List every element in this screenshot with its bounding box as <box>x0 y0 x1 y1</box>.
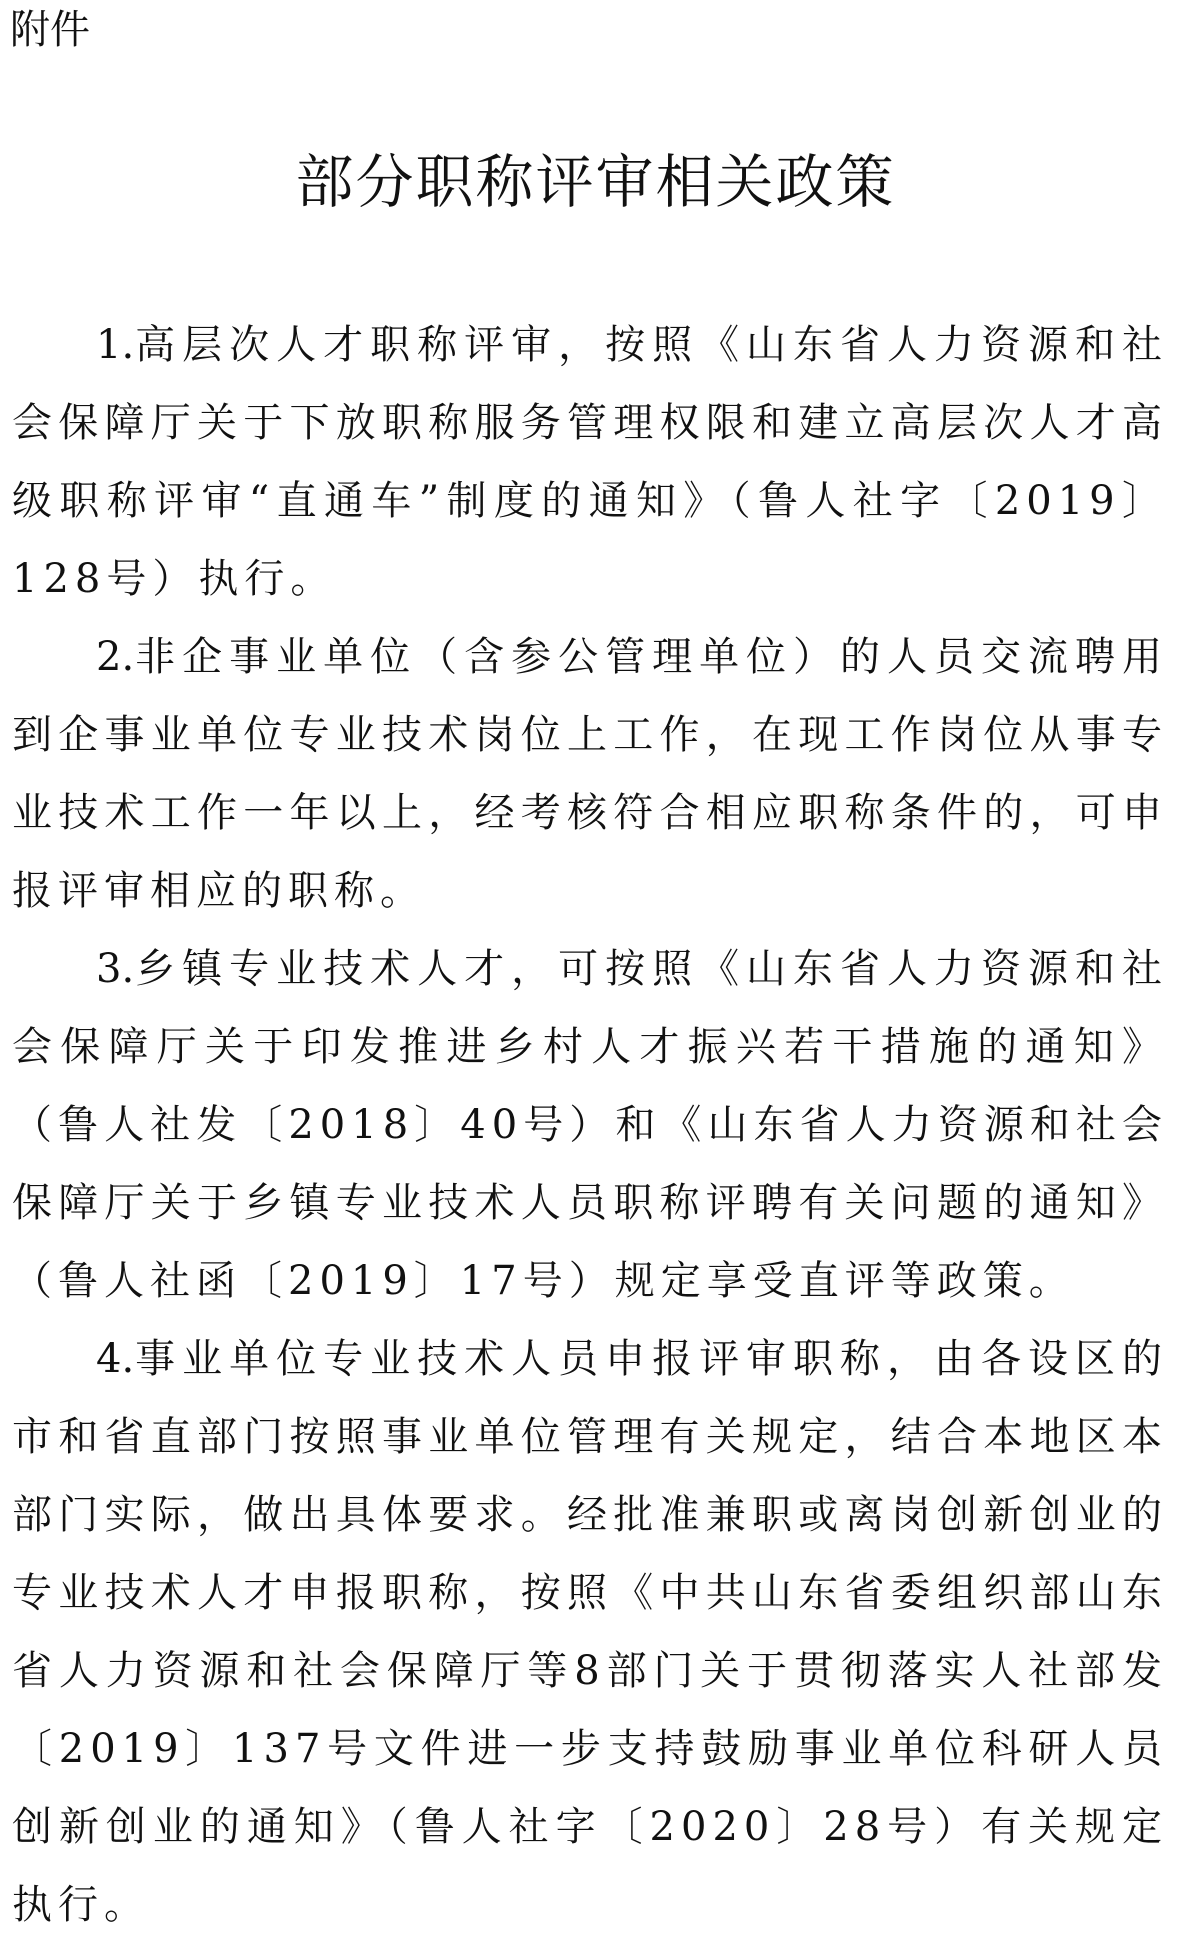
paragraph-text: 高层次人才职称评审，按照《山东省人力资源和社会保障厅关于下放职称服务管理权限和建立高层次人才高级职称评审“直通车”制度的通知》（鲁人社字〔2019〕128号）执行。 <box>12 322 1168 602</box>
attachment-label: 附件 <box>10 7 90 53</box>
paragraph-3 <box>12 930 1168 1320</box>
paragraph-1 <box>12 306 1168 618</box>
paragraph-text: 事业单位专业技术人员申报评审职称，由各设区的市和省直部门按照事业单位管理有关规定，结合本地区本部门实际，做出具体要求。经批准兼职或离岗创新创业的专业技术人才申报职称，按照《中共山东省委组织部山东省人力资源和社会保障厅等8部门关于贯彻落实人社部发〔2019〕137号文件进一步支持鼓励事业单位科研人员创新创业的通知》（鲁人社字〔2020〕28号）有关规定执行。 <box>12 1336 1168 1928</box>
paragraph-number: 3. <box>96 946 135 992</box>
paragraph-number: 1. <box>96 322 135 368</box>
paragraph-text: 乡镇专业技术人才，可按照《山东省人力资源和社会保障厅关于印发推进乡村人才振兴若干措施的通知》（鲁人社发〔2018〕40号）和《山东省人力资源和社会保障厅关于乡镇专业技术人员职称评聘有关问题的通知》（鲁人社函〔2019〕17号）规定享受直评等政策。 <box>12 946 1168 1304</box>
paragraph-number: 2. <box>96 634 135 680</box>
paragraph-text: 非企事业单位（含参公管理单位）的人员交流聘用到企事业单位专业技术岗位上工作，在现工作岗位从事专业技术工作一年以上，经考核符合相应职称条件的，可申报评审相应的职称。 <box>12 634 1168 914</box>
document-title: 部分职称评审相关政策 <box>295 148 896 216</box>
document-body <box>12 306 1168 1944</box>
paragraph-number: 4. <box>96 1336 135 1382</box>
paragraph-2 <box>12 618 1168 930</box>
paragraph-4 <box>12 1320 1168 1944</box>
